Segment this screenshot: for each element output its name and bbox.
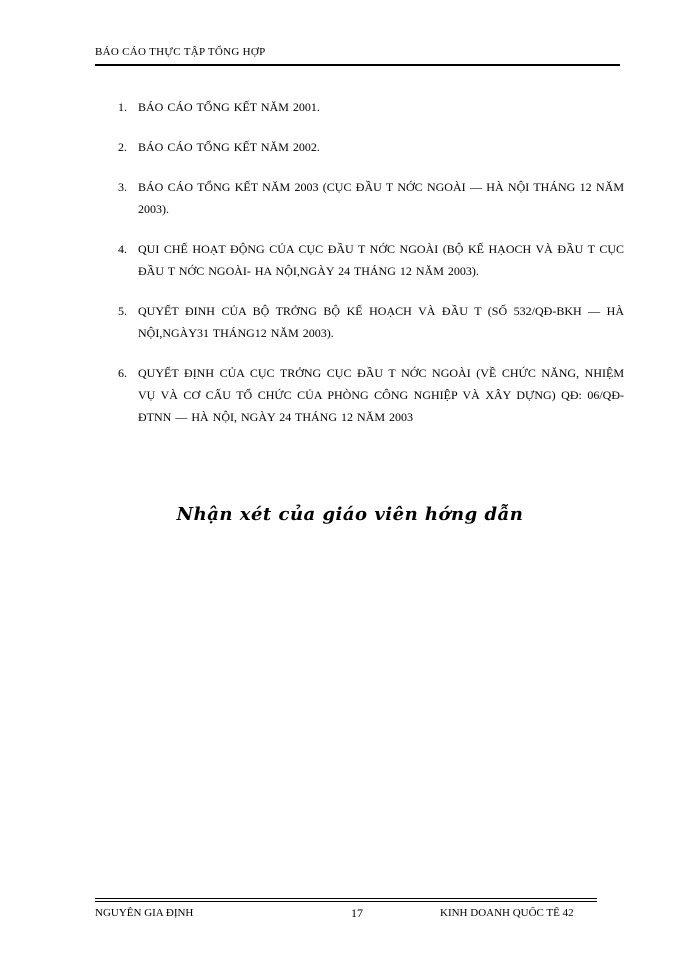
reference-item: [118, 300, 624, 344]
reference-item: [118, 238, 624, 282]
reference-text: BÁO CÁO TỔNG KẾT NĂM 2001.: [138, 100, 320, 114]
reference-text: BÁO CÁO TỔNG KẾT NĂM 2003 (CỤC ĐẦU T NỚC NGOÀI — HÀ NỘI THÁNG 12 NĂM 2003).: [138, 180, 624, 216]
header-title: BÁO CÁO THỰC TẬP TỔNG HỢP: [95, 46, 266, 58]
reference-number: 4.: [118, 242, 127, 256]
reference-text: QUYẾT ĐINH CỦA BỘ TRỞNG BỘ KẾ HOẠCH VÀ ĐẦU T (SỐ 532/QĐ-BKH — HÀ NỘI,NGÀY31 THÁNG12 NĂM 2003).: [138, 304, 624, 340]
page-header: [95, 44, 620, 66]
reference-item: [118, 96, 624, 118]
reference-item: [118, 136, 624, 158]
reference-text: QUI CHẾ HOẠT ĐỘNG CỦA CỤC ĐẦU T NỚC NGOÀI (BỘ KẾ HẠOCH VÀ ĐẦU T CỤC ĐẦU T NỚC NGOÀI- HA NỘI,NGÀY 24 THÁNG 12 NĂM 2003).: [138, 242, 624, 278]
reference-number: 3.: [118, 180, 127, 194]
reference-list: [118, 96, 624, 446]
reference-text: QUYẾT ĐỊNH CỦA CỤC TRỞNG CỤC ĐẦU T NỚC NGOÀI (VỀ CHỨC NĂNG, NHIỆM VỤ VÀ CƠ CẤU TỔ CHỨC CỦA PHÒNG CÔNG NGHIỆP VÀ XÂY DỰNG) QĐ: 06/QĐ-ĐTNN — HÀ NỘI, NGÀY 24 THÁNG 12 NĂM 2003: [138, 366, 624, 424]
footer-author: NGUYỄN GIA ĐỊNH: [95, 907, 194, 919]
footer-department: KINH DOANH QUỐC TẾ 42: [440, 907, 574, 919]
reference-item: [118, 362, 624, 428]
reference-item: [118, 176, 624, 220]
page-number: 17: [351, 906, 363, 920]
reference-number: 2.: [118, 140, 127, 154]
reference-text: BÁO CÁO TỔNG KẾT NĂM 2002.: [138, 140, 320, 154]
page-footer: [95, 898, 597, 929]
reference-number: 1.: [118, 100, 127, 114]
reference-number: 5.: [118, 304, 127, 318]
advisor-review-title: Nhận xét của giáo viên hớng dẫn: [176, 504, 524, 525]
reference-number: 6.: [118, 366, 127, 380]
